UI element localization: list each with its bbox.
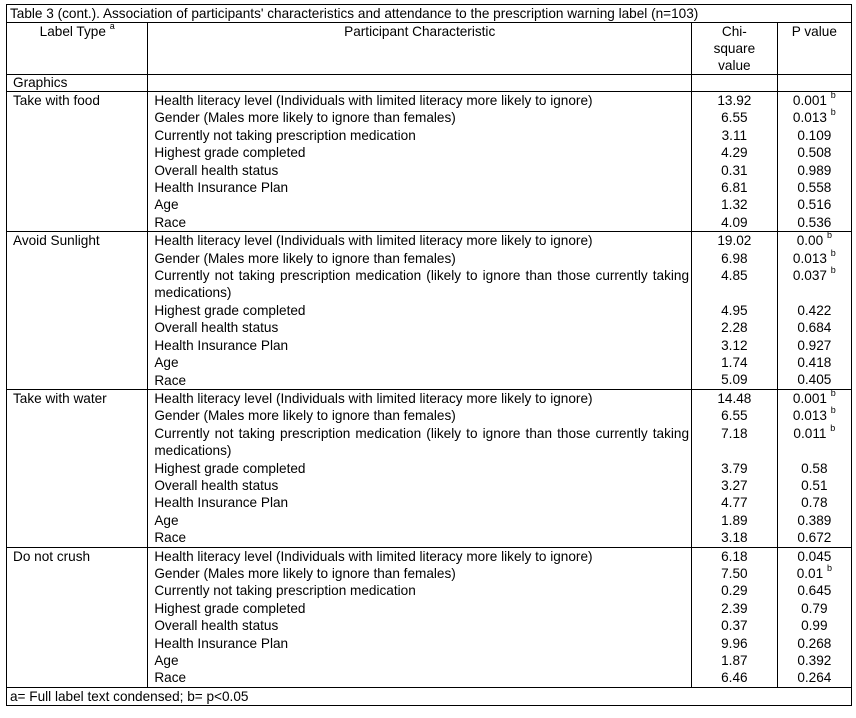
chi-square-value: 0.31	[721, 162, 748, 178]
chi-square-value: 3.79	[721, 460, 748, 476]
header-p-value: P value	[777, 23, 851, 75]
characteristic: Currently not taking prescription medication (likely to ignore than those currently taking medications)	[154, 425, 690, 459]
table-footnote: a= Full label text condensed; b= p<0.05	[7, 687, 852, 705]
p-value: 0.672	[797, 530, 832, 546]
p-value: 0.58	[801, 460, 828, 476]
characteristic: Age	[154, 653, 179, 668]
characteristic: Overall health status	[154, 162, 279, 178]
p-value: 0.045	[797, 548, 832, 564]
characteristic: Currently not taking prescription medication	[154, 127, 416, 143]
characteristic: Health Insurance Plan	[154, 635, 289, 651]
chi-square-cell	[692, 232, 778, 390]
characteristic: Race	[154, 530, 187, 546]
chi-square-cell	[692, 92, 778, 232]
significance-marker: b	[830, 405, 836, 416]
characteristic: Health literacy level (Individuals with limited literacy more likely to ignore)	[154, 548, 593, 564]
p-value: 0.989	[797, 162, 832, 178]
characteristic: Age	[154, 355, 179, 371]
p-value: 0.536	[797, 214, 832, 230]
p-value: 0.516	[797, 197, 832, 213]
p-value: 0.109	[797, 127, 832, 143]
characteristic: Currently not taking prescription medication (likely to ignore than those currently taking medications)	[154, 268, 690, 301]
header-chi-square: Chi- square value	[692, 23, 778, 75]
p-value: 0.78	[801, 495, 828, 511]
p-value-cell	[777, 232, 851, 390]
chi-square-value: 4.85	[721, 268, 748, 284]
significance-marker: b	[830, 247, 836, 258]
characteristic: Age	[154, 197, 179, 213]
p-value: 0.013 $^b$	[792, 405, 836, 424]
characteristic: Highest grade completed	[154, 145, 306, 161]
chi-square-value: 6.18	[721, 548, 748, 564]
group-label: Avoid Sunlight	[7, 232, 148, 390]
p-value: 0.645	[797, 583, 832, 599]
chi-square-value: 0.37	[721, 618, 748, 634]
group-row	[7, 389, 852, 547]
chi-square-value: 4.77	[721, 495, 748, 511]
results-table	[6, 4, 852, 706]
p-value: 0.264	[797, 670, 832, 686]
chi-square-cell	[692, 389, 778, 547]
p-value: 0.011 $^b$	[793, 422, 836, 441]
p-value: 0.684	[797, 320, 832, 336]
section-label: Graphics	[7, 75, 148, 92]
chi-square-value: 3.12	[721, 337, 748, 353]
chi-square-value: 14.48	[717, 390, 752, 406]
characteristic: Highest grade completed	[154, 302, 306, 318]
p-value: 0.51	[801, 477, 828, 493]
p-value: 0.558	[797, 180, 832, 196]
p-value: 0.392	[797, 653, 832, 668]
chi-square-value: 19.02	[717, 233, 752, 249]
group-label: Do not crush	[7, 547, 148, 687]
group-row	[7, 232, 852, 390]
significance-marker: b	[830, 387, 836, 398]
significance-marker: b	[830, 422, 836, 433]
p-value: 0.013 $^b$	[792, 247, 836, 266]
significance-marker: b	[826, 562, 832, 573]
characteristic: Health Insurance Plan	[154, 337, 289, 353]
characteristic: Gender (Males more likely to ignore than females)	[154, 250, 456, 266]
group-row	[7, 547, 852, 687]
characteristic: Race	[154, 214, 187, 230]
p-value: 0.418	[797, 355, 832, 371]
characteristic: Health literacy level (Individuals with limited literacy more likely to ignore)	[154, 93, 593, 108]
significance-marker: b	[830, 265, 836, 276]
characteristic: Overall health status	[154, 618, 279, 634]
group-row	[7, 92, 852, 232]
p-value: 0.422	[797, 302, 832, 318]
characteristic: Race	[154, 372, 187, 388]
characteristics-cell	[148, 547, 692, 687]
p-value: 0.508	[797, 145, 832, 161]
chi-square-value: 1.32	[721, 197, 748, 213]
characteristic: Gender (Males more likely to ignore than females)	[154, 565, 456, 581]
table-title: Table 3 (cont.). Association of participants' characteristics and attendance to the prescription warning label (n=103)	[7, 5, 852, 23]
header-characteristic: Participant Characteristic	[148, 23, 692, 75]
chi-square-value: 4.09	[721, 214, 748, 230]
characteristics-cell	[148, 92, 692, 232]
chi-square-value: 6.81	[721, 180, 748, 196]
p-value: 0.00 $^b$	[796, 230, 832, 249]
chi-square-value: 5.09	[721, 372, 748, 388]
chi-square-value: 0.29	[721, 583, 748, 599]
chi-square-value: 6.46	[721, 670, 748, 686]
characteristic: Highest grade completed	[154, 600, 306, 616]
chi-square-value: 2.39	[721, 600, 748, 616]
chi-square-value: 9.96	[721, 635, 748, 651]
chi-square-value: 1.89	[721, 512, 748, 528]
chi-square-value: 3.27	[721, 477, 748, 493]
p-value: 0.037 $^b$	[792, 265, 836, 284]
characteristic: Gender (Males more likely to ignore than females)	[154, 408, 456, 424]
chi-square-value: 6.55	[721, 110, 748, 126]
p-value-cell	[777, 389, 851, 547]
characteristics-cell	[148, 389, 692, 547]
chi-square-value: 3.11	[721, 127, 748, 143]
p-value: 0.927	[797, 337, 832, 353]
characteristic: Age	[154, 512, 179, 528]
characteristic: Overall health status	[154, 320, 279, 336]
significance-marker: b	[830, 107, 836, 118]
chi-square-value: 7.50	[721, 565, 748, 581]
group-label: Take with water	[7, 389, 148, 547]
characteristic: Currently not taking prescription medication	[154, 583, 416, 599]
header-label-type: Label Type $^a$	[7, 23, 148, 75]
p-value: 0.01 $^b$	[796, 562, 832, 581]
chi-square-value: 2.28	[721, 320, 748, 336]
chi-square-value: 3.18	[721, 530, 748, 546]
footnote-marker: a	[109, 21, 115, 31]
chi-square-value: 6.98	[721, 250, 748, 266]
p-value: 0.001 $^b$	[792, 387, 836, 406]
significance-marker: b	[830, 90, 836, 100]
chi-square-value: 6.55	[721, 408, 748, 424]
p-value: 0.405	[797, 372, 832, 388]
chi-square-value: 7.18	[721, 425, 748, 441]
p-value: 0.013 $^b$	[792, 107, 836, 126]
chi-square-cell	[692, 547, 778, 687]
p-value: 0.389	[797, 512, 832, 528]
characteristic: Health Insurance Plan	[154, 180, 289, 196]
p-value: 0.001 $^b$	[792, 90, 836, 108]
chi-square-value: 4.29	[721, 145, 748, 161]
characteristic: Highest grade completed	[154, 460, 306, 476]
characteristic: Health literacy level (Individuals with limited literacy more likely to ignore)	[154, 233, 593, 249]
group-label: Take with food	[7, 92, 148, 232]
p-value: 0.99	[801, 618, 828, 634]
chi-square-value: 1.74	[721, 355, 748, 371]
p-value: 0.268	[797, 635, 832, 651]
chi-square-value: 1.87	[721, 653, 748, 668]
characteristic: Health literacy level (Individuals with limited literacy more likely to ignore)	[154, 390, 593, 406]
characteristic: Race	[154, 670, 187, 686]
p-value-cell	[777, 92, 851, 232]
characteristics-cell	[148, 232, 692, 390]
p-value-cell	[777, 547, 851, 687]
significance-marker: b	[826, 230, 832, 241]
characteristic: Overall health status	[154, 477, 279, 493]
p-value: 0.79	[801, 600, 828, 616]
characteristic: Gender (Males more likely to ignore than females)	[154, 110, 456, 126]
characteristic: Health Insurance Plan	[154, 495, 289, 511]
chi-square-value: 4.95	[721, 302, 748, 318]
chi-square-value: 13.92	[717, 93, 752, 108]
